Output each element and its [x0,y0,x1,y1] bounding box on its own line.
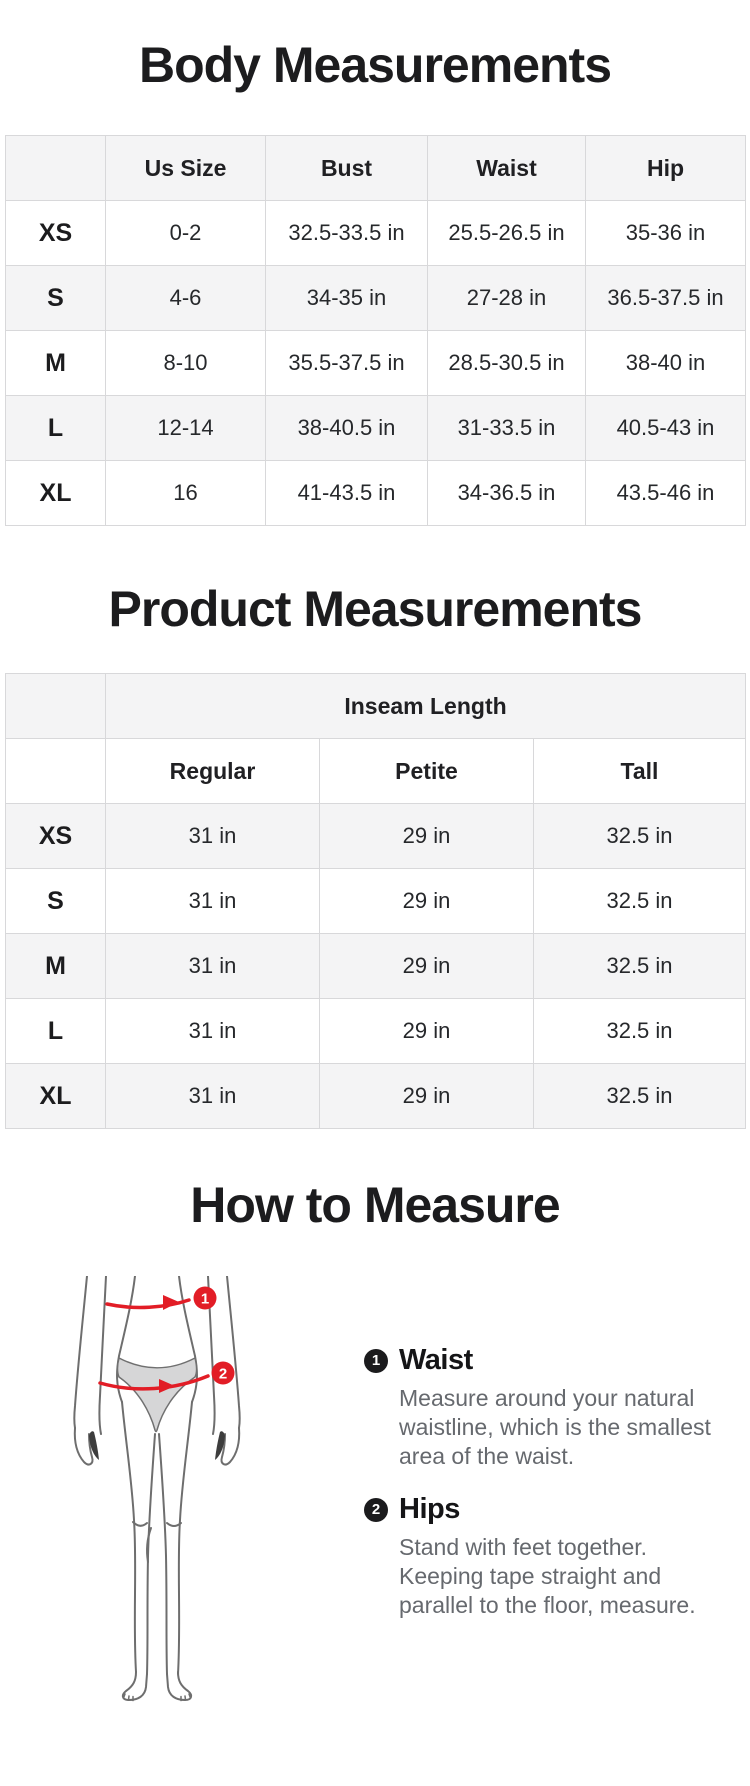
measurement-cell: 38-40.5 in [266,396,428,461]
table-header-row [6,136,746,201]
measurement-cell: 31 in [106,1064,320,1129]
size-label-cell: XS [6,804,106,869]
column-header-petite: Petite [320,739,534,804]
measurement-cell: 31 in [106,869,320,934]
column-header-regular: Regular [106,739,320,804]
size-label-cell: L [6,999,106,1064]
measurement-cell: 35.5-37.5 in [266,331,428,396]
left-leg-outline [122,1402,136,1672]
column-header-us-size: Us Size [106,136,266,201]
measurement-cell: 31 in [106,934,320,999]
measurement-cell: 34-35 in [266,266,428,331]
column-header-bust: Bust [266,136,428,201]
measurement-cell: 29 in [320,934,534,999]
table-row [6,331,746,396]
size-label-cell: XL [6,461,106,526]
right-arm-outline [227,1276,240,1428]
table-row [6,869,746,934]
product-measurements-table [5,673,746,1129]
table-header-row [6,739,746,804]
measurement-cell: 36.5-37.5 in [586,266,746,331]
step-number-badge: 2 [364,1498,388,1522]
measurement-cell: 8-10 [106,331,266,396]
right-foot-outline [167,1672,191,1700]
measurement-cell: 27-28 in [428,266,586,331]
measurement-cell: 4-6 [106,266,266,331]
right-knee-mark [167,1523,181,1526]
table-row [6,396,746,461]
measurement-cell: 29 in [320,999,534,1064]
size-label-cell: XS [6,201,106,266]
measurement-cell: 34-36.5 in [428,461,586,526]
measurement-cell: 32.5 in [534,804,746,869]
hip-marker-circle [212,1362,235,1385]
group-header-inseam-length: Inseam Length [106,674,746,739]
measurement-cell: 31 in [106,999,320,1064]
column-header-waist: Waist [428,136,586,201]
left-arm-outline [74,1276,87,1428]
size-label-cell: S [6,266,106,331]
body-figure-illustration [62,1276,252,1711]
measurement-cell: 0-2 [106,201,266,266]
left-leg-inner-outline [147,1434,155,1674]
column-header-tall: Tall [534,739,746,804]
table-row [6,1064,746,1129]
measurement-cell: 43.5-46 in [586,461,746,526]
corner-cell [6,136,106,201]
measurement-cell: 32.5-33.5 in [266,201,428,266]
waist-step [364,1344,712,1471]
column-header-hip: Hip [586,136,746,201]
table-group-header-row [6,674,746,739]
table-row [6,934,746,999]
measurement-cell: 38-40 in [586,331,746,396]
table-row [6,266,746,331]
measurement-cell: 25.5-26.5 in [428,201,586,266]
measurement-cell: 29 in [320,804,534,869]
corner-cell [6,674,106,739]
left-hand-outline [75,1428,93,1464]
step-description: Measure around your natural waistline, which is the smallest area of the waist. [399,1385,711,1469]
measurement-cell: 32.5 in [534,1064,746,1129]
body-measurements-title: Body Measurements [138,37,612,93]
table-row [6,999,746,1064]
right-leg-inner-outline [159,1434,167,1674]
right-hand-outline [222,1428,240,1464]
step-heading: Hips [399,1493,460,1525]
corner-cell [6,739,106,804]
size-guide-page [0,36,750,1786]
measurement-cell: 16 [106,461,266,526]
measurement-cell: 31 in [106,804,320,869]
table-row [6,804,746,869]
left-foot-outline [123,1672,147,1700]
waist-marker-circle [194,1287,217,1310]
product-measurements-title: Product Measurements [108,581,642,637]
measurement-cell: 29 in [320,869,534,934]
step-number-badge: 1 [364,1349,388,1373]
right-leg-outline [178,1402,192,1674]
hips-step [364,1493,712,1620]
measurement-cell: 32.5 in [534,999,746,1064]
size-label-cell: XL [6,1064,106,1129]
table-row [6,461,746,526]
measurement-cell: 40.5-43 in [586,396,746,461]
svg-text:1: 1 [200,1290,210,1308]
measurement-cell: 35-36 in [586,201,746,266]
measurement-cell: 32.5 in [534,934,746,999]
table-row [6,201,746,266]
left-arm-inner-outline [99,1276,106,1434]
measurement-cell: 12-14 [106,396,266,461]
waist-arrow [107,1295,189,1310]
measurement-cell: 29 in [320,1064,534,1129]
size-label-cell: L [6,396,106,461]
svg-text:2: 2 [218,1365,228,1383]
underwear-shape [118,1358,197,1432]
size-label-cell: M [6,331,106,396]
step-description: Stand with feet together. Keeping tape straight and parallel to the floor, measure. [399,1534,696,1618]
measurement-cell: 32.5 in [534,869,746,934]
how-to-measure-section [0,1276,750,1711]
measurement-cell: 31-33.5 in [428,396,586,461]
size-label-cell: M [6,934,106,999]
body-measurements-table [5,135,746,526]
measurement-cell: 41-43.5 in [266,461,428,526]
how-to-measure-title: How to Measure [190,1177,560,1233]
step-heading: Waist [399,1344,473,1376]
size-label-cell: S [6,869,106,934]
measurement-cell: 28.5-30.5 in [428,331,586,396]
measure-instructions [364,1276,712,1642]
